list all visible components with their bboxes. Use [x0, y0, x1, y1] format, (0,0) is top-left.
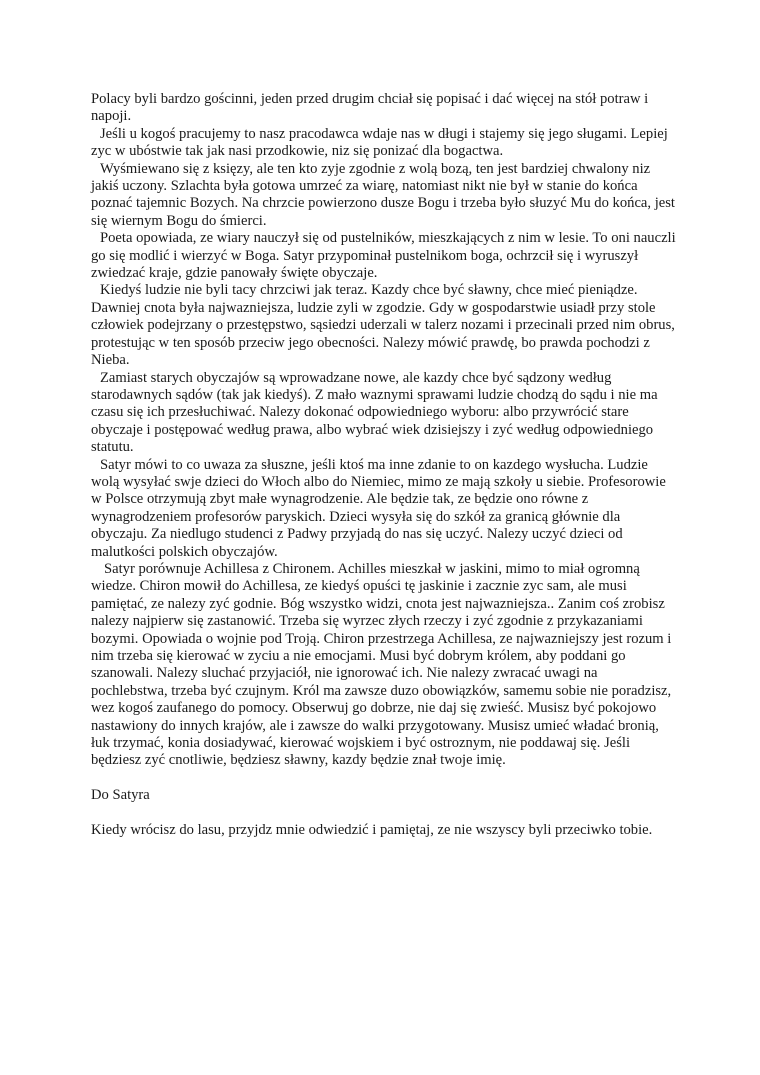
paragraph-6: Zamiast starych obyczajów są wprowadzane nowe, ale kazdy chce być sądzony według starodawnych sądów (tak jak kiedyś). Z mało waznymi sprawami ludzie chodzą do sądu i nie ma czasu się ich przesłuchiwać. Nalezy dokonać odpowiedniego wyboru: albo przywrócić stare obyczaje i postępować według prawa, albo wybrać wiek dzisiejszy i zyć według odpowiedniego statutu.	[91, 369, 658, 456]
paragraph-7: Satyr mówi to co uwaza za słuszne, jeśli ktoś ma inne zdanie to on kazdego wysłucha. Ludzie wolą wysyłać swje dzieci do Włoch albo do Niemiec, mimo ze mają szkoły u siebie. Profesorowie w Polsce otrzymują zbyt małe wynagrodzenie. Ale będzie tak, ze będzie ono równe z wynagrodzeniem profesorów paryskich. Dzieci wysyła się do szkół za granicą głównie dla obyczaju. Za niedlugo studenci z Padwy przyjadą do nas się uczyć. Nalezy uczyć dzieci od malutkości polskich obyczajów.	[91, 456, 666, 560]
paragraph-2: Jeśli u kogoś pracujemy to nasz pracodawca wdaje nas w długi i stajemy się jego sługami. Lepiej zyc w ubóstwie tak jak nasi przodkowie, niz się ponizać dla bogactwa.	[91, 125, 668, 160]
paragraph-1: Polacy byli bardzo gościnni, jeden przed drugim chciał się popisać i dać więcej na stół potraw i napoji.	[91, 91, 649, 125]
section-heading: Do Satyra	[91, 787, 150, 804]
paragraph-8: Satyr porównuje Achillesa z Chironem. Achilles mieszkał w jaskini, mimo to miał ogromną wiedze. Chiron mowił do Achillesa, ze kiedyś opuści tę jaskinie i zacznie zyc sam, ale musi pamiętać, ze nalezy zyć godnie. Bóg wszystko widzi, cnota jest najwazniejsza.. Zanim coś zrobisz nalezy najpierw się zastanowić. Trzeba się wyrzec złych rzeczy i zyć zgodnie z przykazaniami bozymi. Opowiada o wojnie pod Troją. Chiron przestrzega Achillesa, ze najwazniejszy jest rozum i nim trzeba się kierować w zyciu a nie emocjami. Musi być dobrym królem, aby poddani go szanowali. Nalezy sluchać przyjaciół, nie ignorować ich. Nie nalezy zwracać uwagi na pochlebstwa, trzeba być czujnym. Król ma zawsze duzo obowiązków, samemu sobie nie poradzisz, wez kogoś zaufanego do pomocy. Obserwuj go dobrze, nie daj się zwieść. Musisz być pokojowo nastawiony do innych krajów, ale i zawsze do walki przygotowany. Musisz umieć władać bronią, łuk trzymać, konia dosiadywać, kierować wojskiem i być ostroznym, nie poddawaj się. Jeśli będziesz zyć cnotliwie, będziesz sławny, kazdy będzie znał twoje imię.	[91, 560, 672, 769]
spacer	[91, 770, 676, 787]
document-page	[91, 91, 676, 839]
paragraph-3: Wyśmiewano się z księzy, ale ten kto zyje zgodnie z wolą bozą, ten jest bardziej chwalony niz jakiś uczony. Szlachta była gotowa umrzeć za wiarę, natomiast nikt nie był w stanie do końca poznać tajemnic Bozych. Na chrzcie powierzono dusze Bogu i trzeba było słuzyć Mu do końca, jest się wiernym Bogu do śmierci.	[91, 160, 675, 229]
spacer	[91, 805, 676, 822]
paragraph-4: Poeta opowiada, ze wiary nauczył się od pustelników, mieszkających z nim w lesie. To oni nauczli go się modlić i wierzyć w Boga. Satyr przypominał pustelnikom boga, ochrzcił się i wyruszył zwiedzać kraje, gdzie panowały święte obyczaje.	[91, 230, 676, 282]
paragraph-5: Kiedyś ludzie nie byli tacy chrzciwi jak teraz. Kazdy chce być sławny, chce mieć pieniądze. Dawniej cnota była najwazniejsza, ludzie zyli w zgodzie. Gdy w gospodarstwie usiadł przy stole człowiek podejrzany o przestępstwo, sąsiedzi uderzali w talerz nozami i przecinali przed nim obrus, protestując w ten sposób przeciw jego obecności. Nalezy mówić prawdę, bo prawda pochodzi z Nieba.	[91, 282, 675, 369]
closing-paragraph: Kiedy wrócisz do lasu, przyjdz mnie odwiedzić i pamiętaj, ze nie wszyscy byli przeciwko tobie.	[91, 822, 653, 839]
